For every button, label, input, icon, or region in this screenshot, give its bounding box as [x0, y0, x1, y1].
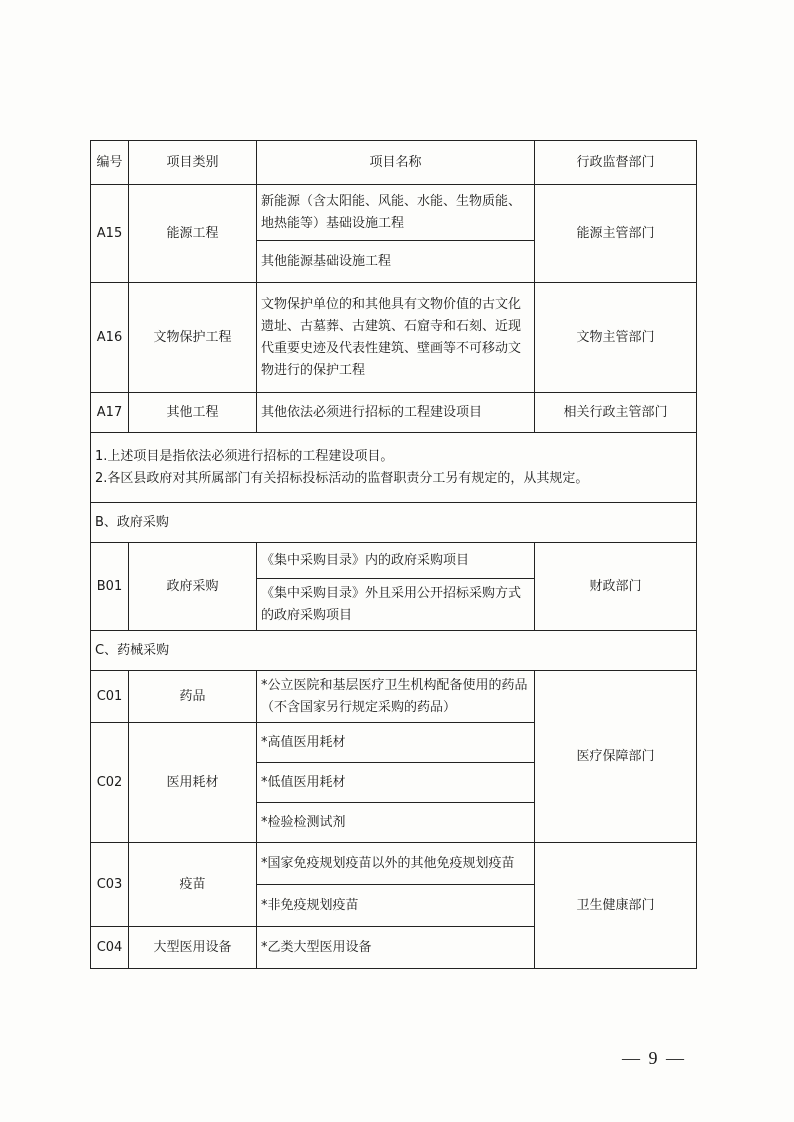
row-item: 其他依法必须进行招标的工程建设项目 [257, 393, 535, 433]
section-c-title: C、药械采购 [91, 631, 697, 671]
header-code: 编号 [91, 141, 129, 185]
row-category: 大型医用设备 [129, 927, 257, 969]
row-item: *低值医用耗材 [257, 763, 535, 803]
row-dept: 能源主管部门 [535, 185, 697, 283]
section-b-title: B、政府采购 [91, 503, 697, 543]
table-row [91, 185, 697, 241]
table-row [91, 393, 697, 433]
page-number: — 9 — [622, 1048, 686, 1068]
row-code: C01 [91, 671, 129, 723]
row-item: *国家免疫规划疫苗以外的其他免疫规划疫苗 [257, 843, 535, 885]
header-name: 项目名称 [257, 141, 535, 185]
row-item: *公立医院和基层医疗卫生机构配备使用的药品（不含国家另行规定采购的药品） [257, 671, 535, 723]
row-category: 其他工程 [129, 393, 257, 433]
table-row [91, 843, 697, 885]
row-code: C02 [91, 723, 129, 843]
row-category: 疫苗 [129, 843, 257, 927]
row-dept: 卫生健康部门 [535, 843, 697, 969]
row-item: 《集中采购目录》内的政府采购项目 [257, 543, 535, 579]
row-dept: 相关行政主管部门 [535, 393, 697, 433]
notes-row [91, 433, 697, 503]
row-code: C04 [91, 927, 129, 969]
note-1: 1.上述项目是指依法必须进行招标的工程建设项目。 [95, 448, 394, 464]
row-item: 《集中采购目录》外且采用公开招标采购方式的政府采购项目 [257, 579, 535, 631]
row-item: *乙类大型医用设备 [257, 927, 535, 969]
row-category: 政府采购 [129, 543, 257, 631]
row-category: 能源工程 [129, 185, 257, 283]
row-item: 其他能源基础设施工程 [257, 241, 535, 283]
row-category: 药品 [129, 671, 257, 723]
row-code: A17 [91, 393, 129, 433]
row-item: *非免疫规划疫苗 [257, 885, 535, 927]
table-header-row [91, 141, 697, 185]
row-dept: 财政部门 [535, 543, 697, 631]
header-dept: 行政监督部门 [535, 141, 697, 185]
table-row [91, 671, 697, 723]
row-item: 文物保护单位的和其他具有文物价值的古文化遗址、古墓葬、古建筑、石窟寺和石刻、近现代重要史迹及代表性建筑、壁画等不可移动文物进行的保护工程 [257, 283, 535, 393]
section-row [91, 631, 697, 671]
row-code: A15 [91, 185, 129, 283]
header-category: 项目类别 [129, 141, 257, 185]
row-item: *检验检测试剂 [257, 803, 535, 843]
row-item: *高值医用耗材 [257, 723, 535, 763]
table-row [91, 543, 697, 579]
procurement-table [90, 140, 697, 969]
row-code: B01 [91, 543, 129, 631]
row-dept: 文物主管部门 [535, 283, 697, 393]
table-row [91, 283, 697, 393]
row-item: 新能源（含太阳能、风能、水能、生物质能、地热能等）基础设施工程 [257, 185, 535, 241]
row-code: A16 [91, 283, 129, 393]
row-category: 医用耗材 [129, 723, 257, 843]
row-category: 文物保护工程 [129, 283, 257, 393]
note-2: 2.各区县政府对其所属部门有关招标投标活动的监督职责分工另有规定的，从其规定。 [95, 470, 589, 486]
section-row [91, 503, 697, 543]
row-code: C03 [91, 843, 129, 927]
row-dept: 医疗保障部门 [535, 671, 697, 843]
notes-cell [91, 433, 697, 503]
